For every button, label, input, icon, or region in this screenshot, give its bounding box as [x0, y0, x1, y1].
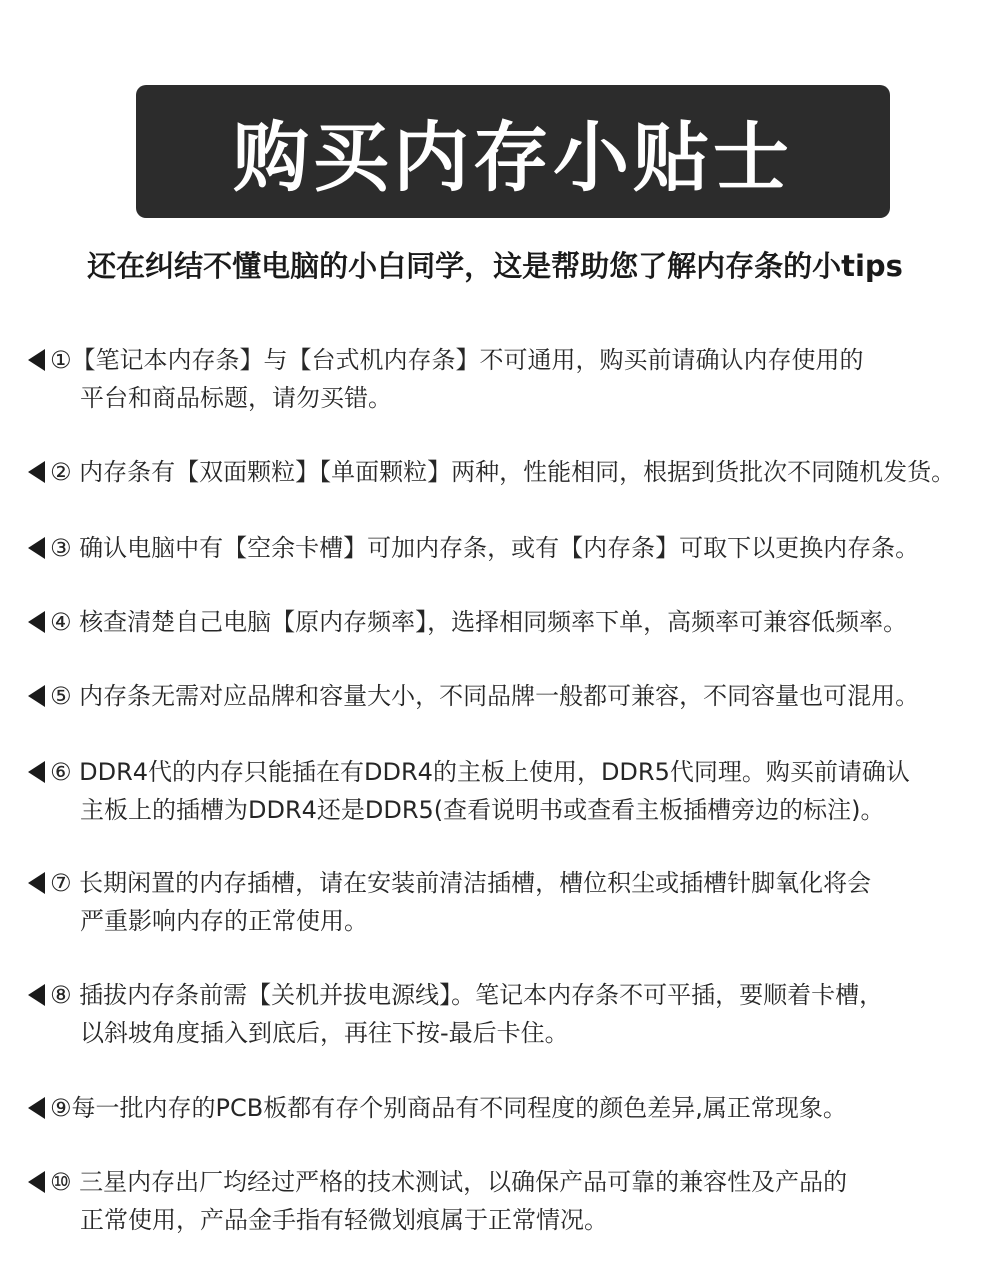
- tip-item-5: [28, 677, 988, 715]
- left-triangle-icon: [28, 872, 45, 894]
- left-triangle-icon: [28, 537, 45, 559]
- tip-item-3: [28, 529, 988, 567]
- left-triangle-icon: [28, 761, 45, 783]
- left-triangle-icon: [28, 685, 45, 707]
- tip-text: ③ 确认电脑中有【空余卡槽】可加内存条，或有【内存条】可取下以更换内存条。: [50, 534, 920, 562]
- tip-text: ⑧ 插拔内存条前需【关机并拔电源线】。笔记本内存条不可平插，要顺着卡槽，: [50, 981, 884, 1009]
- left-triangle-icon: [28, 461, 45, 483]
- tip-item-10: [28, 1163, 988, 1239]
- tip-item-8: [28, 976, 988, 1052]
- tip-text: ⑤ 内存条无需对应品牌和容量大小，不同品牌一般都可兼容，不同容量也可混用。: [50, 682, 920, 710]
- tip-item-1: [28, 341, 988, 417]
- tip-item-7: [28, 864, 988, 940]
- tip-text: ⑦ 长期闲置的内存插槽，请在安装前清洁插槽，槽位积尘或插槽针脚氧化将会: [50, 869, 872, 897]
- page-title: 购买内存小贴士: [233, 113, 793, 202]
- left-triangle-icon: [28, 349, 45, 371]
- tip-text-continued: 平台和商品标题，请勿买错。: [80, 384, 392, 412]
- tip-text: ①【笔记本内存条】与【台式机内存条】不可通用，购买前请确认内存使用的: [50, 346, 864, 374]
- left-triangle-icon: [28, 1097, 45, 1119]
- tip-item-9: [28, 1089, 988, 1127]
- tip-text: ⑩ 三星内存出厂均经过严格的技术测试，以确保产品可靠的兼容性及产品的: [50, 1168, 848, 1196]
- tip-text: ⑥ DDR4代的内存只能插在有DDR4的主板上使用，DDR5代同理。购买前请确认: [50, 758, 910, 786]
- title-banner: [136, 85, 890, 218]
- tip-item-6: [28, 753, 988, 829]
- tip-text: ④ 核查清楚自己电脑【原内存频率】，选择相同频率下单，高频率可兼容低频率。: [50, 608, 908, 636]
- tip-text-continued: 以斜坡角度插入到底后，再往下按-最后卡住。: [80, 1019, 569, 1047]
- left-triangle-icon: [28, 984, 45, 1006]
- left-triangle-icon: [28, 1171, 45, 1193]
- left-triangle-icon: [28, 611, 45, 633]
- tip-item-4: [28, 603, 988, 641]
- tip-text: ⑨每一批内存的PCB板都有存个别商品有不同程度的颜色差异,属正常现象。: [50, 1094, 847, 1122]
- tip-text-continued: 主板上的插槽为DDR4还是DDR5(查看说明书或查看主板插槽旁边的标注)。: [80, 796, 885, 824]
- page-subtitle: 还在纠结不懂电脑的小白同学，这是帮助您了解内存条的小tips: [87, 249, 903, 283]
- tip-text: ② 内存条有【双面颗粒】【单面颗粒】两种，性能相同，根据到货批次不同随机发货。: [50, 458, 956, 486]
- tip-text-continued: 严重影响内存的正常使用。: [80, 907, 368, 935]
- tip-text-continued: 正常使用，产品金手指有轻微划痕属于正常情况。: [80, 1206, 608, 1234]
- tip-item-2: [28, 453, 988, 491]
